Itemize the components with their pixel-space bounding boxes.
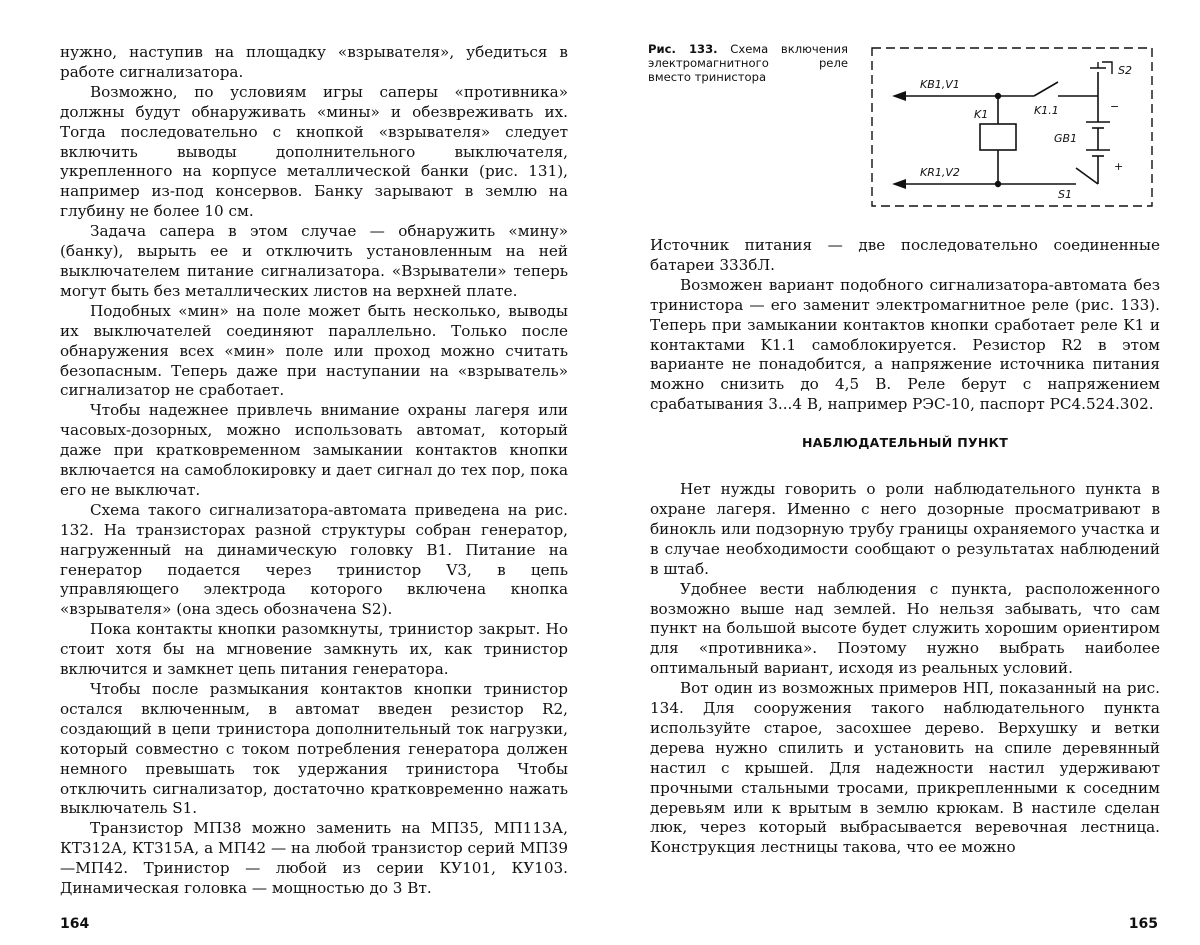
label-plus: +: [1114, 160, 1123, 173]
bottom-arrow: [892, 179, 906, 189]
page-number: 164: [60, 916, 89, 932]
k1-coil: [980, 124, 1016, 150]
paragraph: Подобных «мин» на поле может быть несколько, выводы их выключателей соединяют параллельно. Только после обнаружения всех «мин» поле или проход можно считать безопасным. Теперь даже при наступании на «взрыватель» сигнализатор не сработает.: [60, 302, 568, 402]
right-text-column: [650, 236, 1160, 858]
s2-button: [1090, 62, 1112, 74]
label-s1: S1: [1058, 188, 1072, 201]
relay-schematic: [862, 38, 1162, 213]
right-page: [600, 0, 1200, 945]
paragraph: нужно, наступив на площадку «взрывателя», убедиться в работе сигнализатора.: [60, 43, 568, 83]
paragraph: Удобнее вести наблюдения с пункта, расположенного возможно выше над землей. Но нельзя забывать, что сам пункт на большой высоте будет служить хорошим ориентиром для «противника». Поэтому нужно выбрать наиболее оптимальный вариант, исходя из реальных условий.: [650, 580, 1160, 680]
paragraph: Задача сапера в этом случае — обнаружить «мину» (банку), вырыть ее и отключить установленным на ней выключателем питание сигнализатора. «Взрыватели» теперь могут быть без металлических листов на верхней плате.: [60, 222, 568, 302]
figure-caption: [648, 42, 848, 84]
paragraph: Чтобы надежнее привлечь внимание охраны лагеря или часовых-дозорных, можно использовать автомат, который даже при кратковременном замыкании контактов кнопки включается на самоблокировку и дает сигнал до тех пор, пока его не выключат.: [60, 401, 568, 501]
label-gb1: GB1: [1054, 132, 1077, 145]
top-arrow: [892, 91, 906, 101]
label-kr1: KR1,V2: [920, 166, 960, 179]
page-number: 165: [1129, 916, 1158, 932]
figure-caption-text: Схема включения электромагнитного реле вместо тринистора: [648, 42, 848, 84]
label-s2: S2: [1118, 64, 1132, 77]
label-k1: K1: [974, 108, 988, 121]
enclosure-outline: [872, 48, 1152, 206]
s1-switch: [1076, 168, 1098, 184]
left-text-column: [60, 43, 568, 899]
paragraph: Возможно, по условиям игры саперы «противника» должны будут обнаруживать «мины» и обезвреживать их. Тогда последовательно с кнопкой «взрывателя» следует включить выводы дополнительного выключателя, укрепленного на корпусе металлической банки (рис. 131), например из-под консервов. Банку зарывают в землю на глубину не более 10 см.: [60, 83, 568, 222]
paragraph: Схема такого сигнализатора-автомата приведена на рис. 132. На транзисторах разной структуры собран генератор, нагруженный на динамическую головку B1. Питание на генератор подается через тринистор V3, в цепь управляющего электрода которого включена кнопка «взрывателя» (она здесь обозначена S2).: [60, 501, 568, 620]
section-heading: НАБЛЮДАТЕЛЬНЫЙ ПУНКТ: [650, 433, 1160, 453]
label-kb1: KB1,V1: [920, 78, 960, 91]
left-page: [0, 0, 600, 945]
paragraph: Источник питания — две последовательно соединенные батареи 333бЛ.: [650, 236, 1160, 276]
paragraph: Транзистор МП38 можно заменить на МП35, МП113А, КТ312А, КТ315А, а МП42 — на любой транзистор серий МП39—МП42. Тринистор — любой из серии КУ101, КУ103. Динамическая головка — мощностью до 3 Вт.: [60, 819, 568, 899]
figure-label: Рис. 133.: [648, 42, 718, 56]
paragraph: Пока контакты кнопки разомкнуты, тринистор закрыт. Но стоит хотя бы на мгновение замкнуть их, как тринистор включится и замкнет цепь питания генератора.: [60, 620, 568, 680]
paragraph: Чтобы после размыкания контактов кнопки тринистор остался включенным, в автомат введен резистор R2, создающий в цепи тринистора дополнительный ток нагрузки, который совместно с током потребления генератора должен немного превышать ток удержания тринистора Чтобы отключить сигнализатор, достаточно кратковременно нажать выключатель S1.: [60, 680, 568, 819]
label-k11: K1.1: [1034, 104, 1059, 117]
paragraph: Возможен вариант подобного сигнализатора-автомата без тринистора — его заменит электромагнитное реле (рис. 133). Теперь при замыкании контактов кнопки сработает реле K1 и контактами K1.1 самоблокируется. Резистор R2 в этом варианте не понадобится, а напряжение источника питания можно снизить до 4,5 В. Реле берут с напряжением срабатывания 3...4 В, например РЭС-10, паспорт РС4.524.302.: [650, 276, 1160, 415]
label-minus: −: [1110, 100, 1119, 113]
paragraph: Нет нужды говорить о роли наблюдательного пункта в охране лагеря. Именно с него дозорные просматривают в бинокль или подзорную трубу границы охраняемого участка и в случае необходимости сообщают о результатах наблюдений в штаб.: [650, 480, 1160, 580]
k11-switch: [1034, 82, 1058, 96]
paragraph: Вот один из возможных примеров НП, показанный на рис. 134. Для сооружения такого наблюдательного пункта используйте старое, засохшее дерево. Верхушку и ветки дерева нужно спилить и установить на спиле деревянный настил с крышей. Для надежности настил удерживают прочными стальными тросами, прикрепленными к соседним деревьям или к врытым в землю крюкам. В настиле сделан люк, через который выбрасывается веревочная лестница. Конструкция лестницы такова, что ее можно: [650, 679, 1160, 858]
